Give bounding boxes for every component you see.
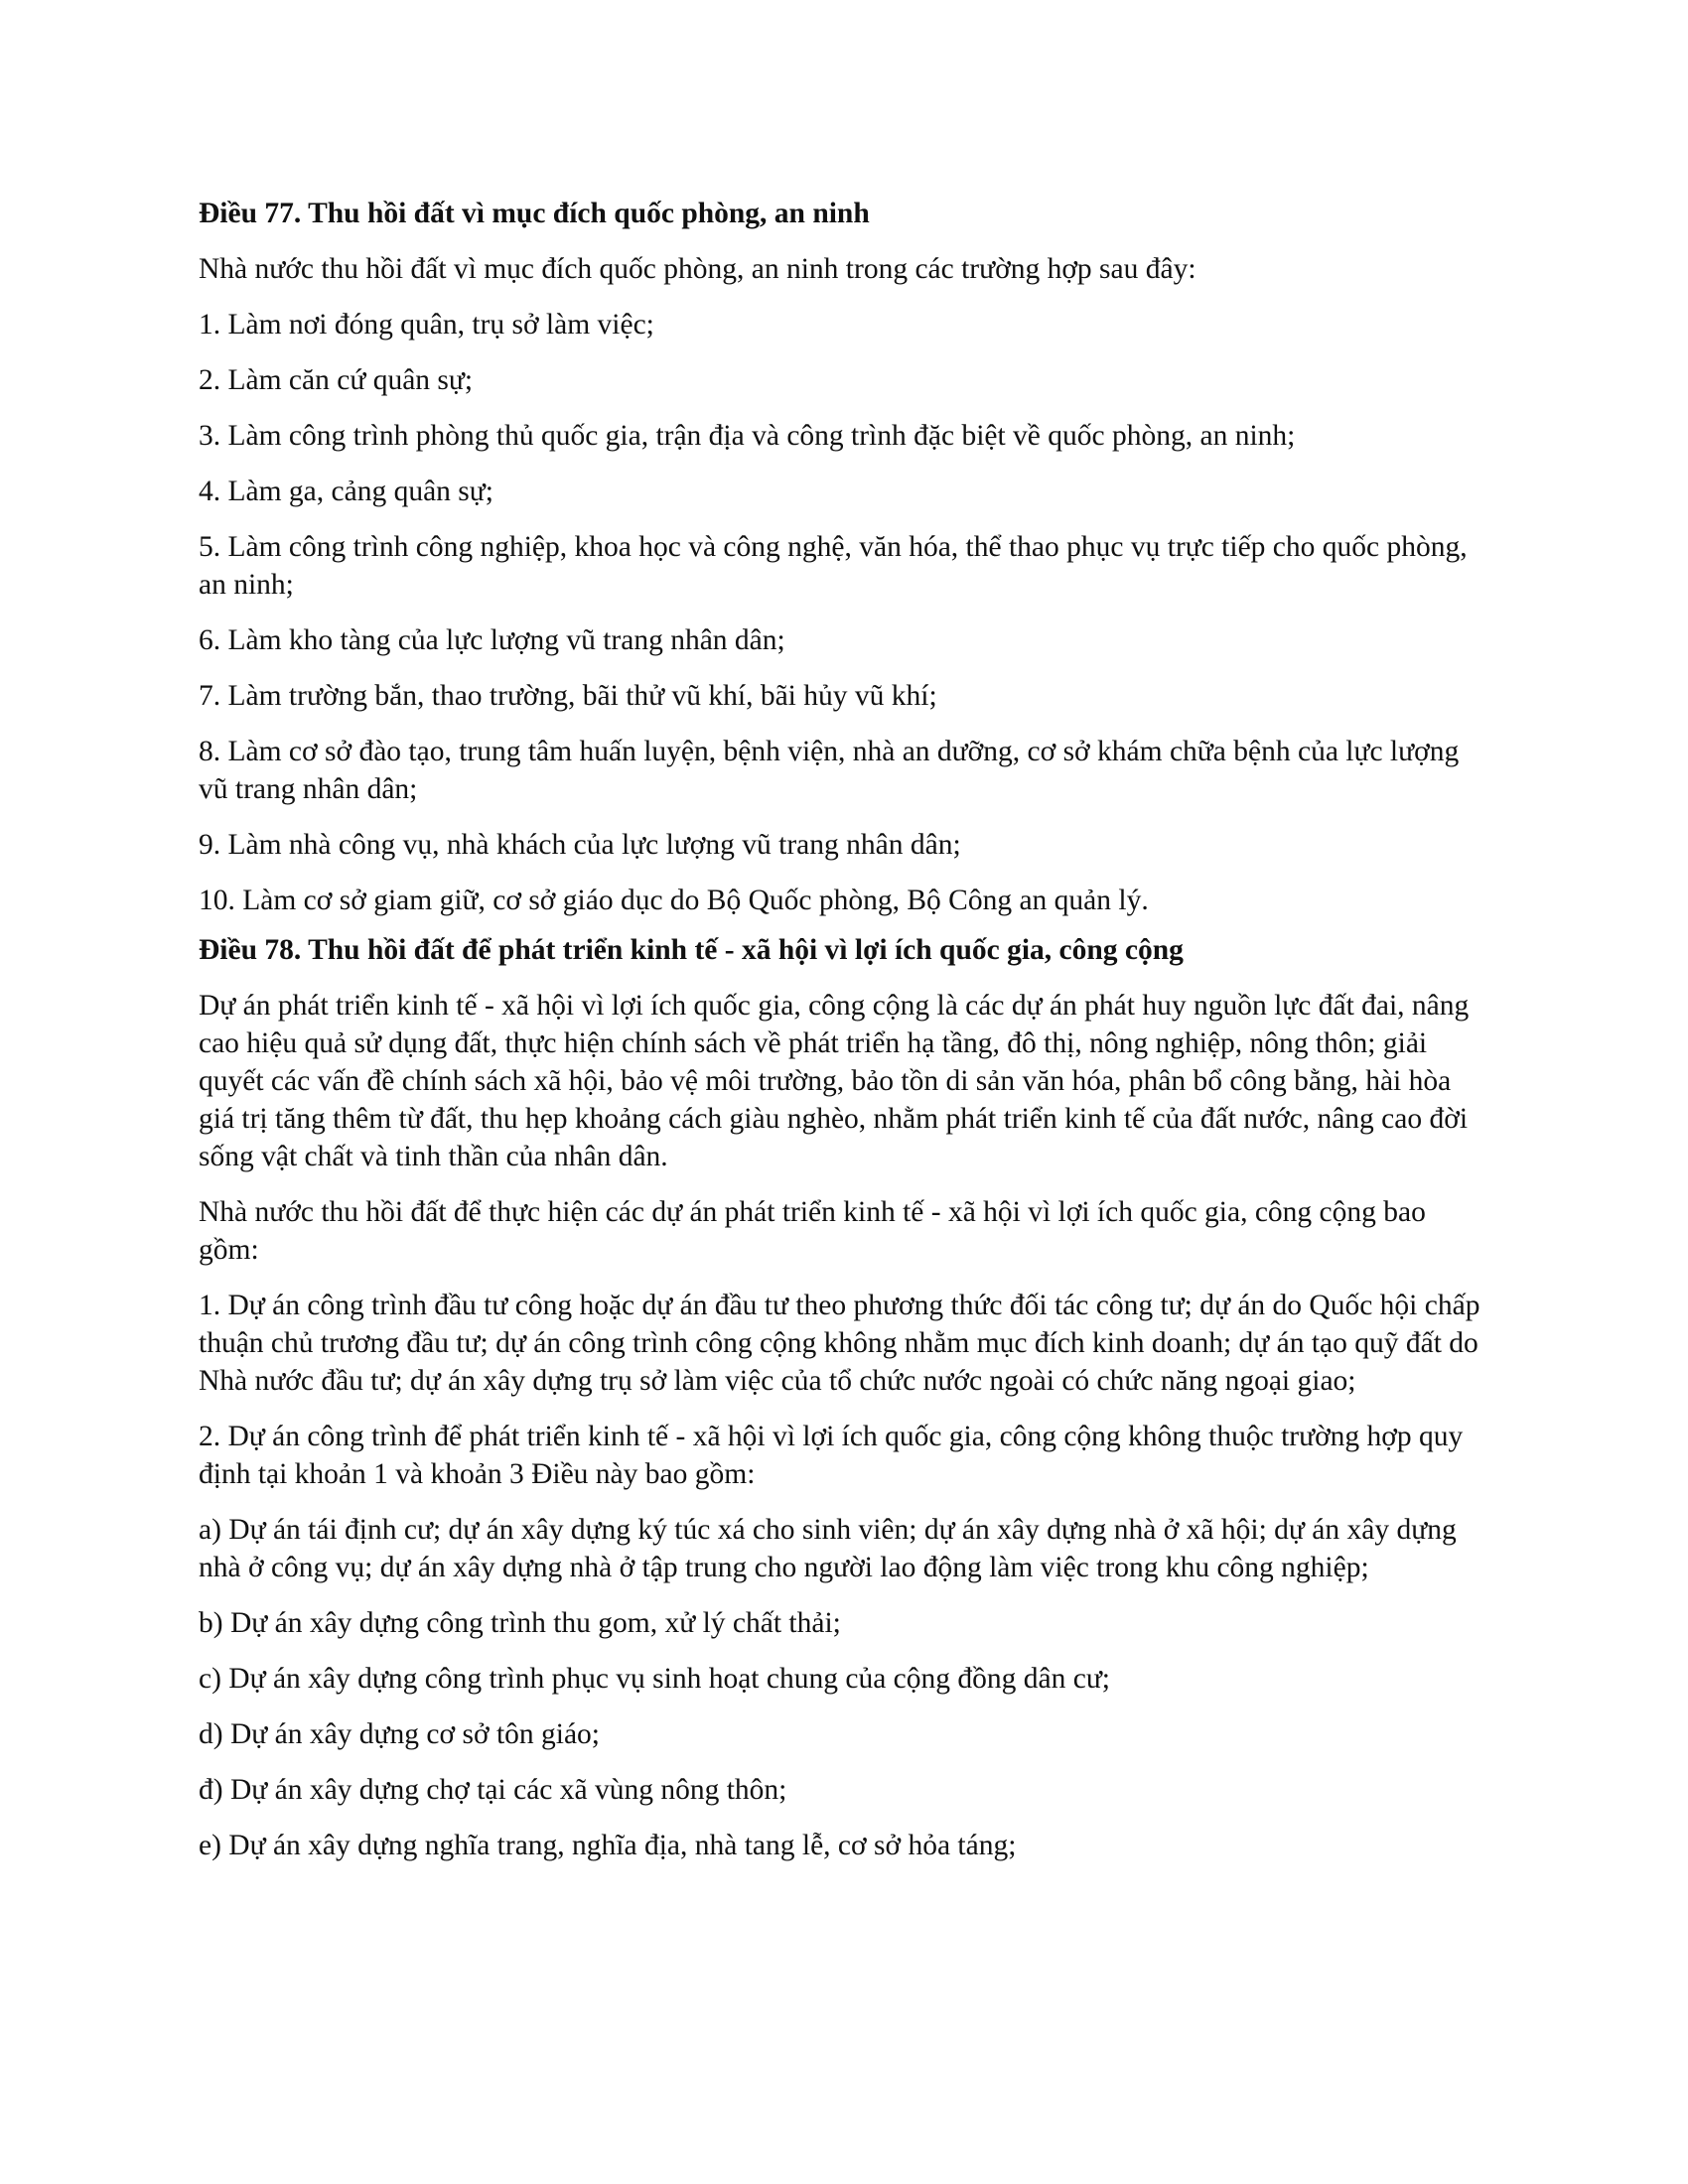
article-78-point-a: a) Dự án tái định cư; dự án xây dựng ký túc xá cho sinh viên; dự án xây dựng nhà ở xã hội; dự án xây dựng nhà ở công vụ; dự án xây dựng nhà ở tập trung cho người lao động làm việc trong khu công nghiệp; [199, 1514, 1457, 1583]
article-78-point-dd: đ) Dự án xây dựng chợ tại các xã vùng nông thôn; [199, 1774, 787, 1806]
article-77-heading: Điều 77. Thu hồi đất vì mục đích quốc phòng, an ninh [199, 198, 870, 229]
article-77-item-7: 7. Làm trường bắn, thao trường, bãi thử vũ khí, bãi hủy vũ khí; [199, 680, 937, 712]
article-77-item-1: 1. Làm nơi đóng quân, trụ sở làm việc; [199, 309, 654, 341]
article-77-item-4: 4. Làm ga, cảng quân sự; [199, 476, 493, 507]
article-78-intro: Nhà nước thu hồi đất để thực hiện các dự án phát triển kinh tế - xã hội vì lợi ích quốc gia, công cộng bao gồm: [199, 1196, 1426, 1266]
article-78-point-d: d) Dự án xây dựng cơ sở tôn giáo; [199, 1718, 600, 1750]
document-page [199, 195, 1489, 1882]
article-78-point-e: e) Dự án xây dựng nghĩa trang, nghĩa địa, nhà tang lễ, cơ sở hỏa táng; [199, 1830, 1017, 1861]
article-78-definition: Dự án phát triển kinh tế - xã hội vì lợi ích quốc gia, công cộng là các dự án phát huy nguồn lực đất đai, nâng cao hiệu quả sử dụng đất, thực hiện chính sách về phát triển hạ tầng, đô thị, nông nghiệp, nông thôn; giải quyết các vấn đề chính sách xã hội, bảo vệ môi trường, bảo tồn di sản văn hóa, phân bổ công bằng, hài hòa giá trị tăng thêm từ đất, thu hẹp khoảng cách giàu nghèo, nhằm phát triển kinh tế của đất nước, nâng cao đời sống vật chất và tinh thần của nhân dân. [199, 990, 1470, 1172]
article-78-point-b: b) Dự án xây dựng công trình thu gom, xử lý chất thải; [199, 1607, 841, 1639]
article-77-item-6: 6. Làm kho tàng của lực lượng vũ trang nhân dân; [199, 624, 785, 656]
article-77-item-3: 3. Làm công trình phòng thủ quốc gia, trận địa và công trình đặc biệt về quốc phòng, an ninh; [199, 420, 1296, 452]
article-77-item-8: 8. Làm cơ sở đào tạo, trung tâm huấn luyện, bệnh viện, nhà an dưỡng, cơ sở khám chữa bệnh của lực lượng vũ trang nhân dân; [199, 736, 1460, 805]
article-78-clause-2: 2. Dự án công trình để phát triển kinh tế - xã hội vì lợi ích quốc gia, công cộng không thuộc trường hợp quy định tại khoản 1 và khoản 3 Điều này bao gồm: [199, 1421, 1464, 1490]
article-77-item-5: 5. Làm công trình công nghiệp, khoa học và công nghệ, văn hóa, thể thao phục vụ trực tiếp cho quốc phòng, an ninh; [199, 531, 1468, 601]
article-77-intro: Nhà nước thu hồi đất vì mục đích quốc phòng, an ninh trong các trường hợp sau đây: [199, 253, 1196, 285]
article-78-point-c: c) Dự án xây dựng công trình phục vụ sinh hoạt chung của cộng đồng dân cư; [199, 1663, 1111, 1695]
article-77-item-2: 2. Làm căn cứ quân sự; [199, 364, 474, 396]
article-78-heading: Điều 78. Thu hồi đất để phát triển kinh tế - xã hội vì lợi ích quốc gia, công cộng [199, 934, 1184, 966]
article-77-item-10: 10. Làm cơ sở giam giữ, cơ sở giáo dục do Bộ Quốc phòng, Bộ Công an quản lý. [199, 885, 1149, 916]
article-77-item-9: 9. Làm nhà công vụ, nhà khách của lực lượng vũ trang nhân dân; [199, 829, 961, 861]
article-78-clause-1: 1. Dự án công trình đầu tư công hoặc dự án đầu tư theo phương thức đối tác công tư; dự án do Quốc hội chấp thuận chủ trương đầu tư; dự án công trình công cộng không nhằm mục đích kinh doanh; dự án tạo quỹ đất do Nhà nước đầu tư; dự án xây dựng trụ sở làm việc của tổ chức nước ngoài có chức năng ngoại giao; [199, 1290, 1480, 1397]
